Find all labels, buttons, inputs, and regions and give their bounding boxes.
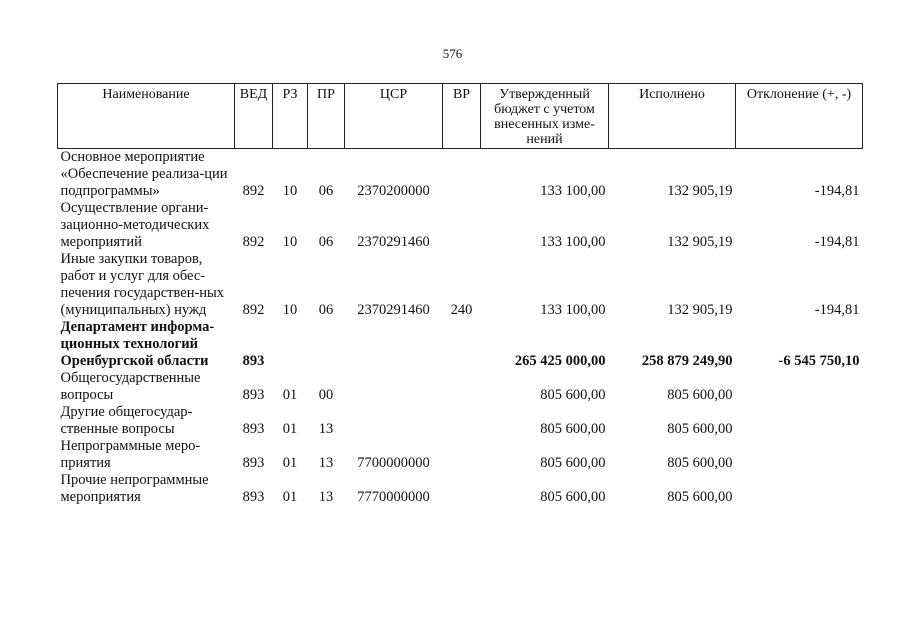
cell-name: Прочие непрограммные мероприятия: [60, 472, 209, 505]
cell-name: Непрограммные меро-приятия: [60, 438, 201, 471]
header-executed: Исполнено: [609, 84, 736, 149]
cell-pr: 13: [318, 489, 334, 505]
budget-table: [57, 83, 863, 506]
cell-rz: 01: [282, 455, 298, 471]
table-row: [58, 319, 863, 370]
cell-name: Основное мероприятие «Обеспечение реализа-ции подпрограммы»: [60, 149, 228, 199]
cell-csr: 2370291460: [357, 302, 430, 318]
cell-rz: 01: [282, 489, 298, 505]
header-deviation: Отклонение (+, -): [736, 84, 863, 149]
table-row: [58, 200, 863, 251]
cell-pr: 00: [318, 387, 334, 403]
cell-csr: [345, 319, 443, 370]
header-pr: ПР: [308, 84, 345, 149]
table-row: [58, 472, 863, 506]
cell-pr: [308, 319, 345, 370]
cell-executed: 805 600,00: [667, 489, 733, 505]
table-header-row: [58, 84, 863, 149]
page-number: 576: [442, 46, 463, 61]
cell-deviation: [736, 472, 863, 506]
cell-csr: 7770000000: [357, 489, 430, 505]
cell-vr: [443, 200, 481, 251]
cell-ved: 893: [242, 455, 265, 471]
cell-csr: 2370200000: [357, 183, 430, 199]
cell-approved: 805 600,00: [540, 387, 606, 403]
cell-executed: 132 905,19: [667, 183, 733, 199]
cell-pr: 13: [318, 455, 334, 471]
cell-ved: 893: [242, 489, 265, 505]
cell-rz: 01: [282, 421, 298, 437]
cell-deviation: -194,81: [814, 234, 860, 250]
cell-rz: 01: [282, 387, 298, 403]
cell-deviation: -194,81: [814, 302, 860, 318]
header-ved: ВЕД: [235, 84, 273, 149]
cell-name: Общегосударственные вопросы: [60, 370, 201, 403]
cell-csr: 2370291460: [357, 234, 430, 250]
header-vr: ВР: [443, 84, 481, 149]
cell-approved: 133 100,00: [540, 183, 606, 199]
header-rz: РЗ: [273, 84, 308, 149]
cell-rz: 10: [282, 234, 298, 250]
cell-executed: 258 879 249,90: [641, 353, 733, 369]
cell-executed: 132 905,19: [667, 234, 733, 250]
cell-deviation: [736, 404, 863, 438]
cell-approved: 805 600,00: [540, 421, 606, 437]
cell-ved: 892: [242, 302, 265, 318]
table-row: [58, 404, 863, 438]
cell-deviation: -6 545 750,10: [778, 353, 860, 369]
cell-deviation: [736, 370, 863, 404]
cell-approved: 805 600,00: [540, 489, 606, 505]
cell-executed: 805 600,00: [667, 387, 733, 403]
cell-ved: 893: [242, 387, 265, 403]
cell-ved: 892: [242, 183, 265, 199]
table-body: [58, 149, 863, 507]
cell-vr: [443, 472, 481, 506]
cell-csr: 7700000000: [357, 455, 430, 471]
cell-vr: [443, 319, 481, 370]
cell-vr: [443, 404, 481, 438]
cell-executed: 805 600,00: [667, 421, 733, 437]
header-csr: ЦСР: [345, 84, 443, 149]
cell-ved: 892: [242, 234, 265, 250]
cell-executed: 132 905,19: [667, 302, 733, 318]
cell-ved: 893: [242, 421, 265, 437]
header-name: Наименование: [58, 84, 235, 149]
cell-approved: 133 100,00: [540, 234, 606, 250]
table-row: [58, 370, 863, 404]
table-row: [58, 149, 863, 201]
cell-rz: [273, 319, 308, 370]
cell-approved: 265 425 000,00: [514, 353, 606, 369]
cell-vr: [443, 438, 481, 472]
table-row: [58, 438, 863, 472]
cell-vr: [443, 370, 481, 404]
cell-deviation: [736, 438, 863, 472]
table-row: [58, 251, 863, 319]
cell-deviation: -194,81: [814, 183, 860, 199]
cell-csr: [345, 370, 443, 404]
cell-rz: 10: [282, 302, 298, 318]
cell-csr: [345, 404, 443, 438]
cell-vr: 240: [450, 302, 473, 318]
cell-name: Осуществление органи-зационно-методических мероприятий: [60, 200, 210, 250]
cell-rz: 10: [282, 183, 298, 199]
cell-pr: 13: [318, 421, 334, 437]
cell-executed: 805 600,00: [667, 455, 733, 471]
cell-pr: 06: [318, 234, 334, 250]
cell-ved: 893: [242, 353, 265, 369]
cell-name: Иные закупки товаров, работ и услуг для обес-печения государствен-ных (муниципальных) нужд: [60, 251, 225, 318]
cell-approved: 805 600,00: [540, 455, 606, 471]
header-approved-budget: Утвержденный бюджет с учетом внесенных изме-нений: [481, 84, 609, 149]
cell-pr: 06: [318, 302, 334, 318]
cell-pr: 06: [318, 183, 334, 199]
cell-vr: [443, 149, 481, 201]
cell-approved: 133 100,00: [540, 302, 606, 318]
cell-name: Другие общегосудар-ственные вопросы: [60, 404, 193, 437]
cell-name: Департамент информа-ционных технологий Оренбургской области: [60, 319, 215, 369]
